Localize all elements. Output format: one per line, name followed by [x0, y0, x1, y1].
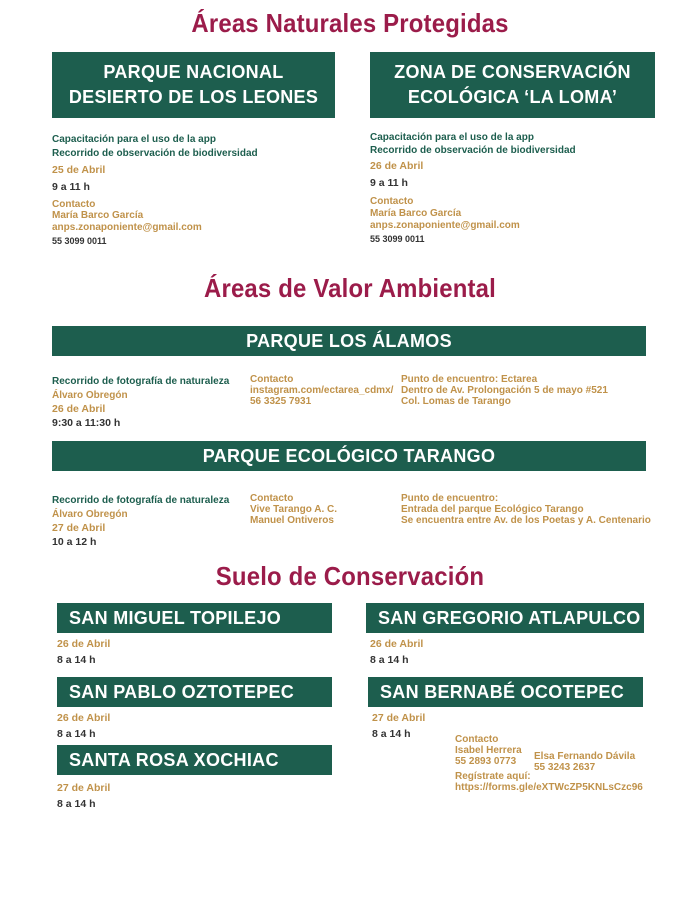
anp-activity1: Capacitación para el uso de la app [370, 132, 534, 143]
sc-place-name: SAN GREGORIO ATLAPULCO [378, 607, 641, 628]
anp-card-name-line1: PARQUE NACIONAL [103, 62, 284, 82]
ava-contact-line2: Manuel Ontiveros [250, 515, 334, 526]
ava-date: 27 de Abril [52, 522, 106, 534]
ava-contact-label: Contacto [250, 374, 294, 385]
anp-contact-label: Contacto [370, 196, 414, 207]
ava-date: 26 de Abril [52, 403, 106, 415]
ava-contact-line1[interactable]: instagram.com/ectarea_cdmx/ [250, 385, 394, 396]
sc-contact-label: Contacto [455, 734, 499, 745]
sc-place-name: SAN PABLO OZTOTEPEC [69, 681, 295, 702]
sc-date: 26 de Abril [57, 638, 111, 650]
anp-date: 26 de Abril [370, 160, 424, 172]
anp-card-laloma-header [370, 52, 655, 118]
anp-card-name-line1: ZONA DE CONSERVACIÓN [394, 62, 631, 82]
sc-date: 27 de Abril [372, 712, 426, 724]
sc-place-header [366, 603, 644, 633]
sc-hours: 8 a 14 h [57, 798, 96, 810]
sc-register-link[interactable]: https://forms.gle/eXTWcZP5KNLsCzc96 [455, 782, 643, 793]
sc-place-header [57, 677, 332, 707]
sc-hours: 8 a 14 h [370, 654, 409, 666]
anp-contact-name: María Barco García [370, 208, 462, 219]
anp-card-desierto-header [52, 52, 335, 118]
ava-park-name: PARQUE LOS ÁLAMOS [246, 330, 452, 351]
ava-meeting-line1: Punto de encuentro: [401, 493, 499, 504]
ava-activity: Recorrido de fotografía de naturaleza [52, 376, 230, 387]
ava-park-name: PARQUE ECOLÓGICO TARANGO [202, 445, 496, 466]
ava-activity: Recorrido de fotografía de naturaleza [52, 495, 230, 506]
sc-register-label: Regístrate aquí: [455, 771, 531, 782]
anp-card-name-line2: DESIERTO DE LOS LEONES [68, 87, 319, 107]
sc-place-name: SAN MIGUEL TOPILEJO [69, 607, 282, 628]
section-title-sc: Suelo de Conservación [215, 561, 485, 591]
ava-meeting-line3: Col. Lomas de Tarango [401, 396, 511, 407]
ava-meeting-line3: Se encuentra entre Av. de los Poetas y A. Centenario [401, 515, 651, 526]
sc-hours: 8 a 14 h [372, 728, 411, 740]
anp-activity2: Recorrido de observación de biodiversidad [370, 145, 576, 156]
ava-meeting-line1: Punto de encuentro: Ectarea [401, 374, 538, 385]
sc-contact-phone2: 55 3243 2637 [534, 762, 596, 773]
ava-contact-line1: Vive Tarango A. C. [250, 504, 338, 515]
section-title-ava: Áreas de Valor Ambiental [203, 273, 497, 303]
anp-contact-email[interactable]: anps.zonaponiente@gmail.com [370, 220, 520, 231]
sc-place-header [368, 677, 643, 707]
sc-place-name: SAN BERNABÉ OCOTEPEC [380, 681, 625, 702]
sc-contact-name2: Elsa Fernando Dávila [534, 751, 636, 762]
sc-date: 26 de Abril [370, 638, 424, 650]
ava-meeting-line2: Dentro de Av. Prolongación 5 de mayo #521 [401, 385, 608, 396]
ava-meeting-line2: Entrada del parque Ecológico Tarango [401, 504, 584, 515]
sc-date: 26 de Abril [57, 712, 111, 724]
anp-card-name-line2: ECOLÓGICA ‘LA LOMA’ [407, 87, 618, 107]
sc-contact-name1: Isabel Herrera [455, 745, 522, 756]
ava-borough: Álvaro Obregón [52, 390, 128, 401]
sc-place-name: SANTA ROSA XOCHIAC [69, 749, 279, 770]
sc-contact-phone1: 55 2893 0773 [455, 756, 517, 767]
anp-hours: 9 a 11 h [52, 181, 90, 193]
sc-hours: 8 a 14 h [57, 728, 96, 740]
sc-place-header [57, 603, 332, 633]
anp-contact-name: María Barco García [52, 210, 144, 221]
anp-contact-label: Contacto [52, 199, 96, 210]
ava-contact-label: Contacto [250, 493, 294, 504]
ava-hours: 9:30 a 11:30 h [52, 417, 121, 429]
ava-borough: Álvaro Obregón [52, 509, 128, 520]
anp-activity1: Capacitación para el uso de la app [52, 134, 216, 145]
ava-hours: 10 a 12 h [52, 536, 97, 548]
ava-park-alamos-header [52, 326, 646, 356]
anp-contact-phone: 55 3099 0011 [52, 236, 107, 246]
anp-contact-phone: 55 3099 0011 [370, 234, 425, 244]
ava-contact-line2: 56 3325 7931 [250, 396, 312, 407]
anp-date: 25 de Abril [52, 164, 106, 176]
sc-place-header [57, 745, 332, 775]
sc-date: 27 de Abril [57, 782, 111, 794]
anp-hours: 9 a 11 h [370, 177, 408, 189]
ava-park-tarango-header [52, 441, 646, 471]
anp-contact-email[interactable]: anps.zonaponiente@gmail.com [52, 222, 202, 233]
section-title-anp: Áreas Naturales Protegidas [191, 8, 509, 38]
sc-hours: 8 a 14 h [57, 654, 96, 666]
anp-activity2: Recorrido de observación de biodiversidad [52, 148, 258, 159]
